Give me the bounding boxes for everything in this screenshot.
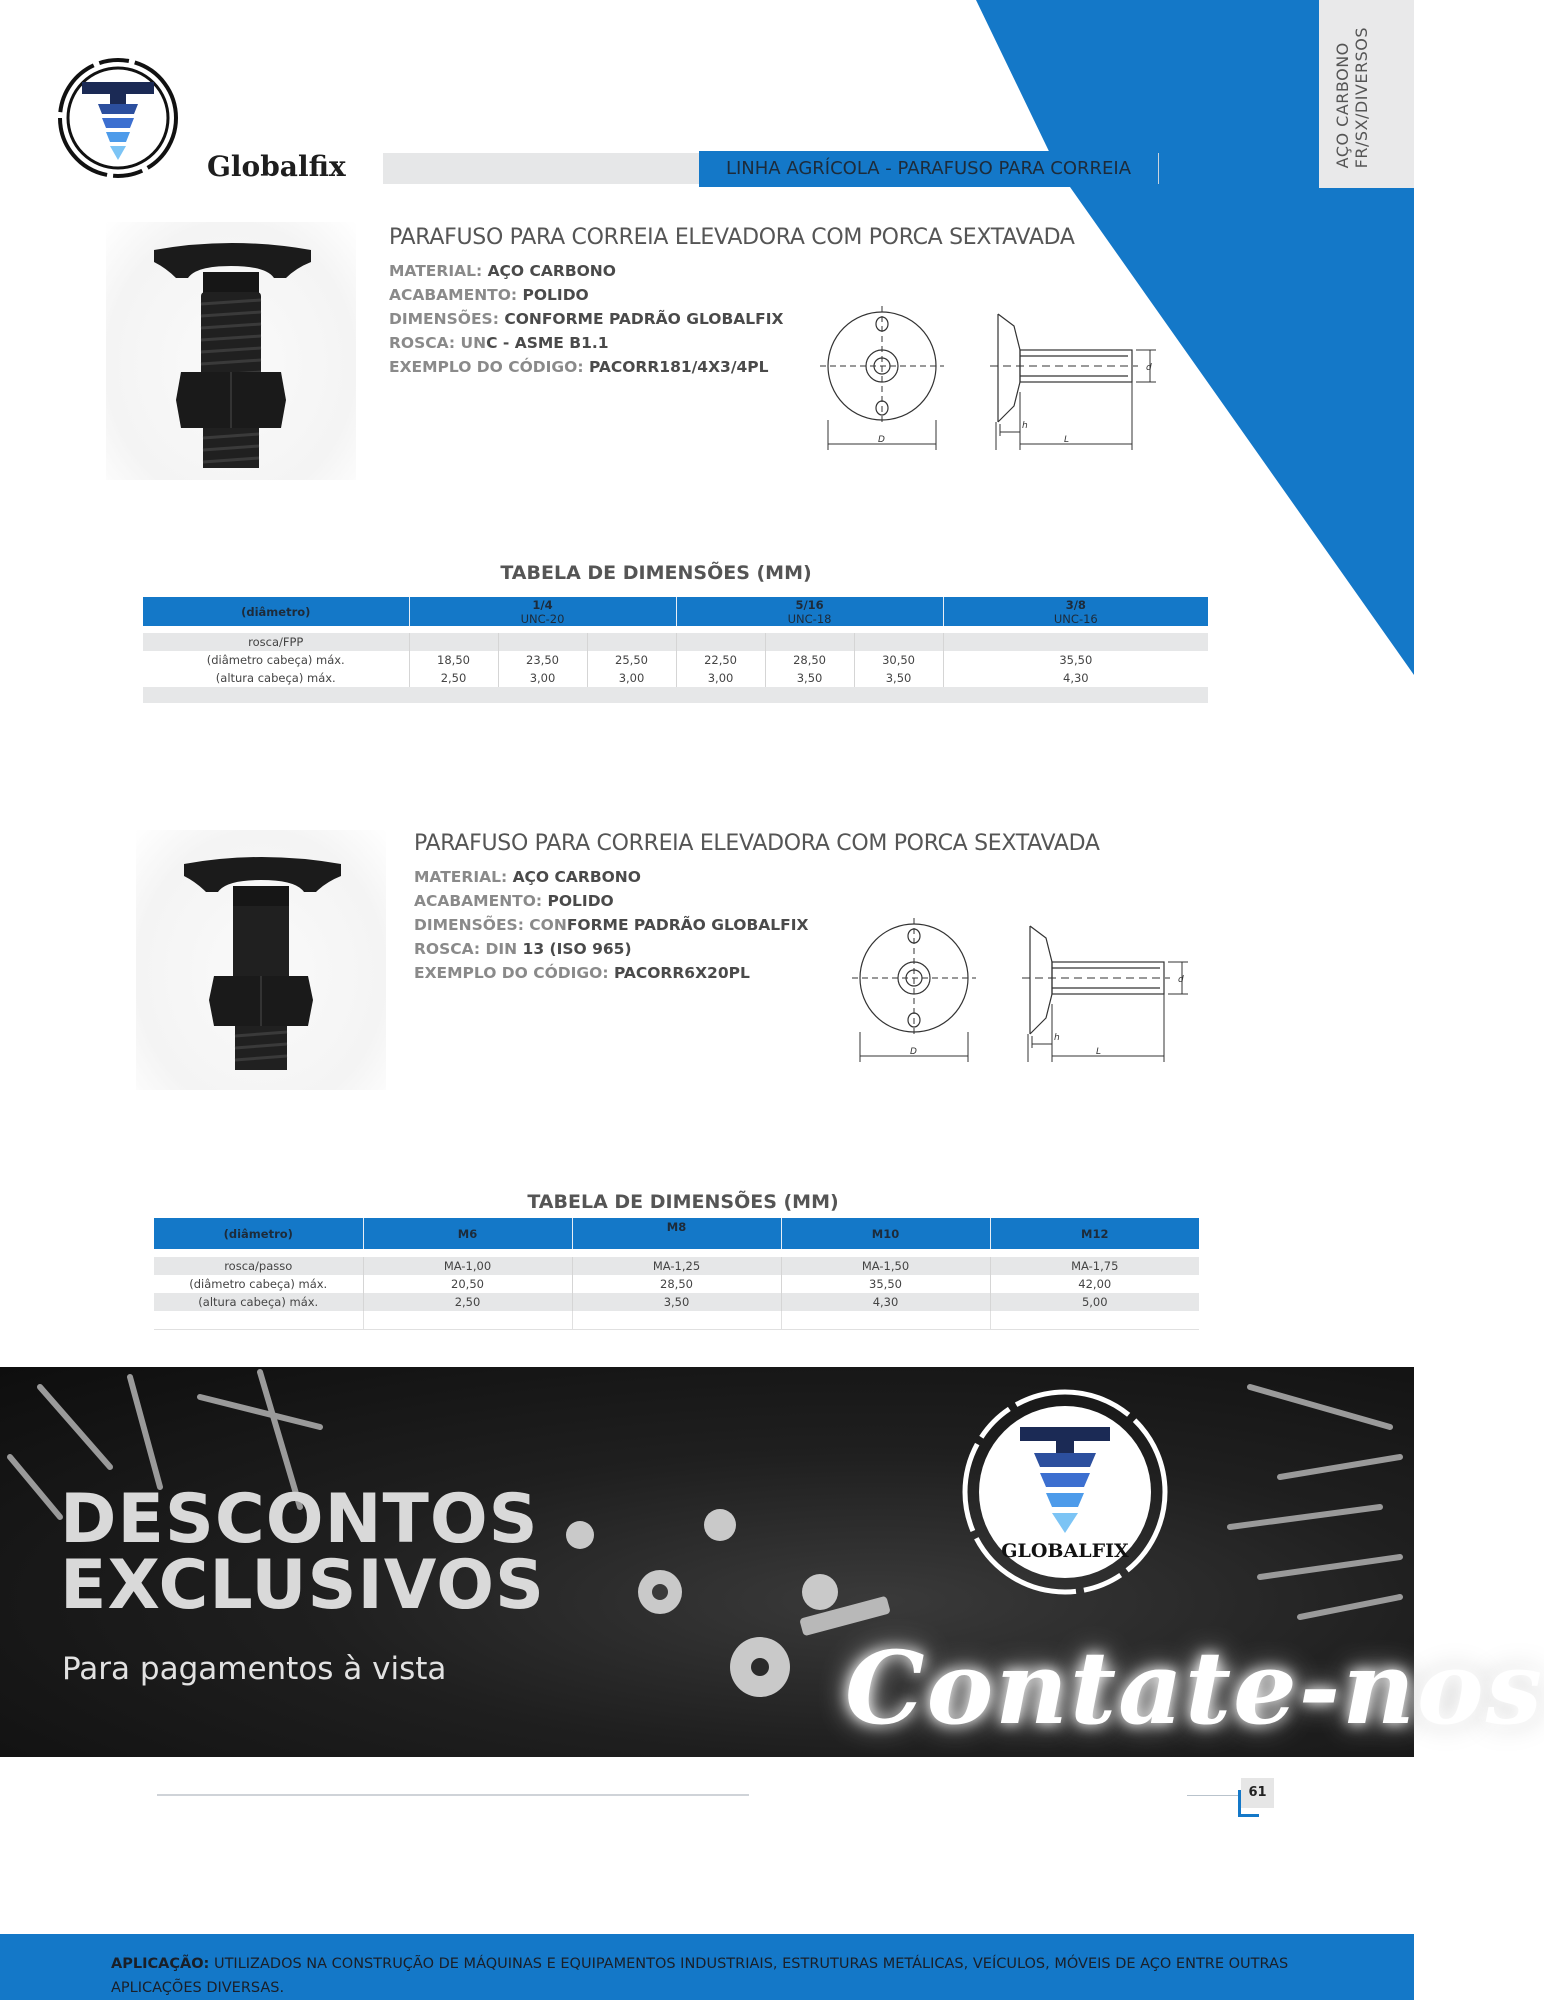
brand-name: Globalfix (207, 150, 346, 183)
product-photo-2 (136, 830, 386, 1090)
table-row: (altura cabeça) máx. 2,50 3,50 4,30 5,00 (154, 1293, 1199, 1311)
drawing-label-L: L (1064, 435, 1070, 445)
table-row (143, 633, 1208, 651)
row-label: (altura cabeça) máx. (215, 671, 336, 685)
product-photo-1 (106, 222, 356, 480)
side-tab-line-1: AÇO CARBONO (1333, 41, 1352, 168)
banner-headline (60, 1480, 545, 1625)
spec-thread: ROSCA: DIN 13 (ISO 965) (414, 940, 632, 958)
globalfix-logo-icon (56, 56, 180, 180)
side-tab-line-2: FR/SX/DIVERSOS (1352, 26, 1371, 168)
row-label: (diâmetro cabeça) máx. (206, 653, 345, 667)
banner-headline-2: EXCLUSIVOS (60, 1546, 545, 1625)
size-header-m6: M6 (363, 1218, 572, 1249)
size-header-5-16: 5/16 UNC-18 (676, 597, 943, 626)
product-title-1: PARAFUSO PARA CORREIA ELEVADORA COM PORCA SEXTAVADA (389, 225, 1075, 250)
table-row: rosca/passo MA-1,00 MA-1,25 MA-1,50 MA-1,75 (154, 1257, 1199, 1275)
table-header-row (154, 1218, 1199, 1249)
drawing-label-L: L (1096, 1047, 1102, 1057)
page-divider-right (1187, 1795, 1239, 1796)
drawing-label-D: D (878, 435, 885, 445)
drawing-label-d: d (1178, 975, 1184, 985)
technical-drawing-1 (820, 302, 1170, 452)
size-header-1-4: 1/4 UNC-20 (409, 597, 676, 626)
globalfix-logo-icon (960, 1387, 1170, 1597)
dimension-table-2 (154, 1218, 1199, 1330)
spec-finish: ACABAMENTO: POLIDO (389, 286, 589, 304)
spec-material: MATERIAL: AÇO CARBONO (414, 868, 641, 886)
size-header-m12: M12 (990, 1218, 1199, 1249)
banner-subline: Para pagamentos à vista (62, 1651, 447, 1687)
spec-code: EXEMPLO DO CÓDIGO: PACORR6X20PL (414, 964, 750, 982)
application-footer (0, 1934, 1414, 2000)
size-header-m10: M10 (781, 1218, 990, 1249)
product-specs-2 (414, 865, 808, 985)
banner-contact-script: Contate-nos (845, 1629, 1544, 1747)
spec-code: EXEMPLO DO CÓDIGO: PACORR181/4X3/4PL (389, 358, 769, 376)
spec-material: MATERIAL: AÇO CARBONO (389, 262, 616, 280)
footer-label: APLICAÇÃO: (111, 1956, 210, 1972)
spec-dimensions: DIMENSÕES: CONFORME PADRÃO GLOBALFIX (389, 310, 784, 328)
spec-finish: ACABAMENTO: POLIDO (414, 892, 614, 910)
category-side-tab[interactable] (1319, 0, 1414, 188)
side-tab-label (1333, 27, 1371, 168)
category-header-label: LINHA AGRÍCOLA - PARAFUSO PARA CORREIA (725, 158, 1132, 179)
page-divider-left (157, 1794, 749, 1796)
diameter-header: (diâmetro) (143, 597, 409, 626)
technical-drawing-2 (852, 914, 1202, 1064)
banner-logo-text: GLOBALFIX (1001, 1540, 1129, 1562)
carriage-bolt-icon (136, 830, 386, 1090)
header-divider (1158, 153, 1159, 184)
drawing-label-d: d (1146, 363, 1152, 373)
table-row: (diâmetro cabeça) máx. 18,50 23,50 25,50 22,50 28,50 30,50 35,50 (143, 651, 1208, 669)
banner-headline-1: DESCONTOS (60, 1480, 539, 1559)
size-header-m8: M8 (572, 1218, 781, 1249)
carriage-bolt-icon (106, 222, 356, 480)
table-header-row (143, 597, 1208, 626)
row-label: rosca/FPP (248, 635, 304, 649)
dimension-table-1 (143, 597, 1208, 703)
spec-thread: ROSCA: UNC - ASME B1.1 (389, 334, 609, 352)
promo-banner[interactable] (0, 1367, 1544, 1757)
header-bar-grey (383, 153, 699, 184)
drawing-label-D: D (910, 1047, 917, 1057)
drawing-label-h: h (1054, 1033, 1060, 1043)
table-row: (diâmetro cabeça) máx. 20,50 28,50 35,50 42,00 (154, 1275, 1199, 1293)
page-number: 61 (1241, 1778, 1274, 1808)
table-title-2: TABELA DE DIMENSÕES (MM) (527, 1191, 839, 1213)
footer-description: UTILIZADOS NA CONSTRUÇÃO DE MÁQUINAS E EQUIPAMENTOS INDUSTRIAIS, ESTRUTURAS METÁLICAS, VEÍCULOS, MÓVEIS DE AÇO ENTRE OUTRAS APLICAÇÕES DIVERSAS. (111, 1956, 1289, 1996)
size-header-3-8: 3/8 UNC-16 (943, 597, 1208, 626)
drawing-label-h: h (1022, 421, 1028, 431)
spec-dimensions: DIMENSÕES: CONFORME PADRÃO GLOBALFIX (414, 916, 809, 934)
footer-text (111, 1952, 1354, 2000)
table-title-1: TABELA DE DIMENSÕES (MM) (500, 562, 812, 584)
category-header (699, 151, 1158, 187)
product-specs-1 (389, 259, 783, 379)
product-title-2: PARAFUSO PARA CORREIA ELEVADORA COM PORCA SEXTAVADA (414, 831, 1100, 856)
table-row: (altura cabeça) máx. 2,50 3,00 3,00 3,00 3,50 3,50 4,30 (143, 669, 1208, 687)
diameter-header: (diâmetro) (154, 1218, 363, 1249)
